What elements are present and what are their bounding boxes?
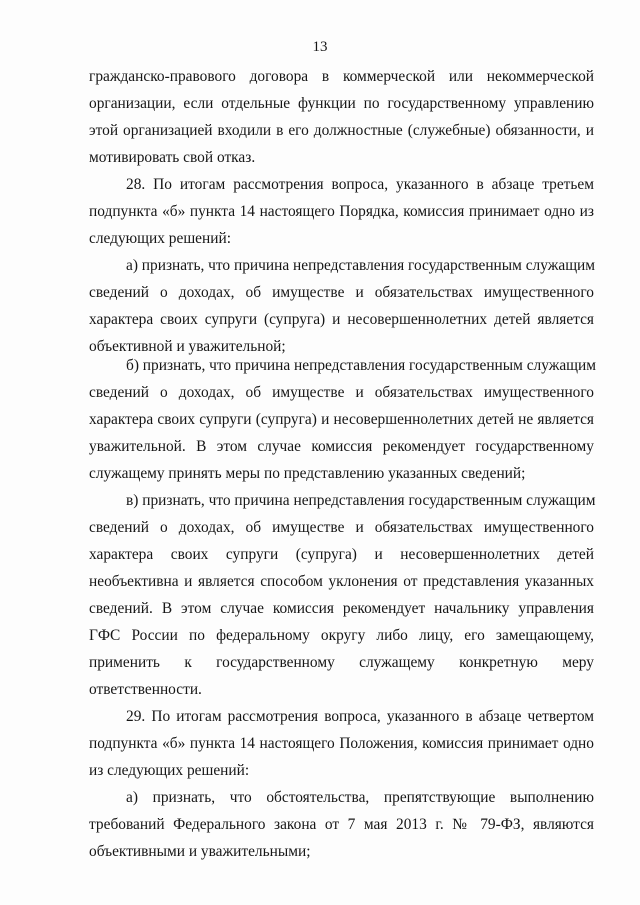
text-line: следующих решений:	[89, 230, 231, 247]
text-line: характера своих супруги (супруга) и несовершеннолетних детей является	[89, 311, 594, 328]
text-line: в) признать, что причина непредставления государственным служащим	[126, 492, 596, 509]
text-line: сведений. В этом случае комиссия рекомендует начальнику управления	[89, 600, 594, 617]
text-line: подпункта «б» пункта 14 настоящего Положения, комиссия принимает одно	[89, 735, 594, 752]
text-line: ответственности.	[89, 681, 202, 698]
page-number: 13	[312, 39, 328, 55]
text-line: сведений о доходах, об имуществе и обязательствах имущественного	[89, 284, 594, 301]
text-line: организации, если отдельные функции по государственному управлению	[89, 95, 594, 112]
text-line: сведений о доходах, об имуществе и обязательствах имущественного	[89, 519, 594, 536]
text-line: 28. По итогам рассмотрения вопроса, указанного в абзаце третьем	[126, 176, 594, 193]
text-line: необъективна и является способом уклонения от представления указанных	[89, 573, 594, 590]
text-line: б) признать, что причина непредставления государственным служащим	[126, 357, 597, 374]
text-line: 29. По итогам рассмотрения вопроса, указанного в абзаце четвертом	[126, 708, 594, 725]
text-line: мотивировать свой отказ.	[89, 149, 256, 166]
text-line: требований Федерального закона от 7 мая 2013 г. № 79-ФЗ, являются	[89, 816, 594, 833]
text-line: объективными и уважительными;	[89, 843, 311, 860]
text-line: этой организацией входили в его должностные (служебные) обязанности, и	[89, 122, 594, 139]
text-line: характера своих супруги (супруга) и несовершеннолетних детей	[89, 546, 594, 563]
text-line: гражданско-правового договора в коммерческой или некоммерческой	[89, 68, 594, 85]
text-line: сведений о доходах, об имуществе и обязательствах имущественного	[89, 384, 594, 401]
text-line: подпункта «б» пункта 14 настоящего Порядка, комиссия принимает одно из	[89, 203, 594, 220]
text-line: характера своих супруги (супруга) и несовершеннолетних детей не является	[89, 411, 594, 428]
text-line: из следующих решений:	[89, 762, 250, 779]
text-line: уважительной. В этом случае комиссия рекомендует государственному	[89, 438, 594, 455]
text-line: объективной и уважительной;	[89, 338, 286, 355]
text-line: служащему принять меры по представлению указанных сведений;	[89, 465, 526, 482]
text-line: а) признать, что причина непредставления государственным служащим	[126, 257, 596, 274]
text-line: применить к государственному служащему конкретную меру	[89, 654, 594, 671]
text-line: а) признать, что обстоятельства, препятствующие выполнению	[126, 789, 594, 806]
text-line: ГФС России по федеральному округу либо лицу, его замещающему,	[89, 627, 594, 644]
